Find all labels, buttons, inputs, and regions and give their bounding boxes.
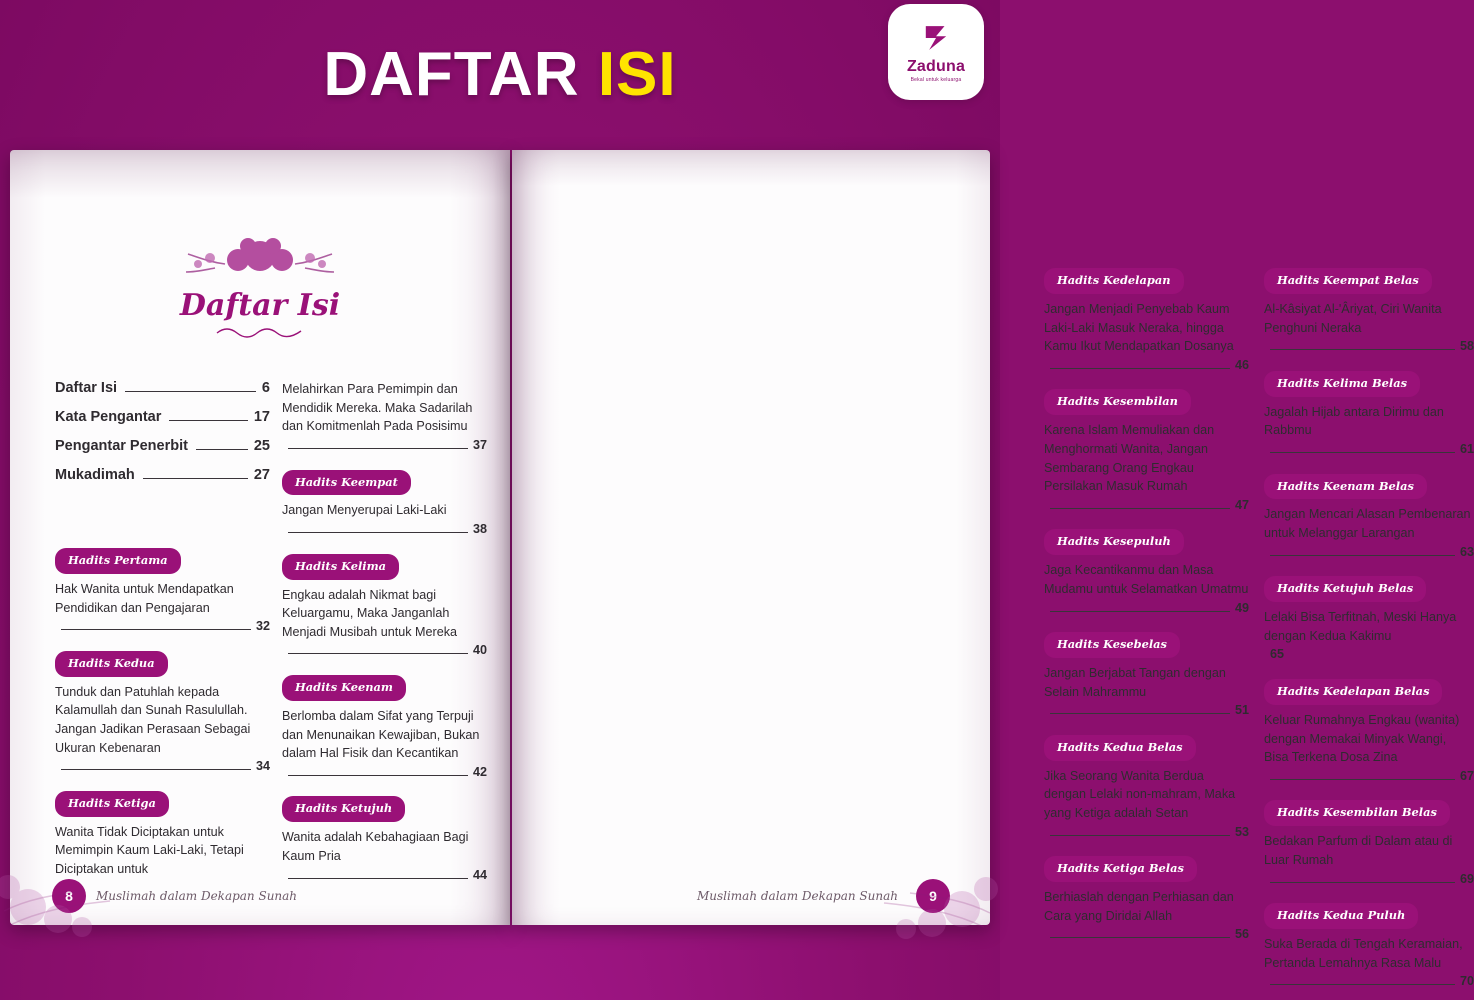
toc-item-text	[1044, 300, 1249, 375]
toc-item-page: 67	[1459, 768, 1474, 783]
toc-row[interactable]	[55, 467, 270, 483]
hadits-badge: Hadits Kesembilan Belas	[1264, 800, 1450, 826]
toc-item[interactable]	[55, 535, 270, 636]
hadits-badge: Hadits Ketujuh Belas	[1264, 576, 1426, 602]
toc-item-tail	[1264, 440, 1474, 459]
hadits-badge: Hadits Kesepuluh	[1044, 529, 1184, 555]
toc-item-title: Bedakan Parfum di Dalam atau di Luar Rumah	[1264, 834, 1453, 867]
toc-row-label: Daftar Isi	[55, 380, 118, 396]
brand-tagline: Bekal untuk keluarga	[910, 77, 962, 83]
toc-item-tail	[1264, 767, 1474, 786]
toc-item-page: 37	[472, 437, 487, 452]
toc-item-page: 32	[255, 619, 270, 634]
toc-item-page: 49	[1234, 600, 1249, 615]
toc-item-text	[1264, 935, 1474, 991]
toc-item-title: Jangan Menjadi Penyebab Kaum Laki-Laki Masuk Neraka, hingga Kamu Ikut Mendapatkan Dosanya	[1044, 301, 1234, 354]
toc-item-text	[1044, 664, 1249, 720]
hadits-badge: Hadits Pertama	[55, 548, 181, 574]
toc-item[interactable]	[1044, 516, 1249, 617]
toc-item-tail	[1044, 701, 1249, 720]
toc-item-text	[55, 580, 270, 636]
toc-item-tail	[1264, 972, 1474, 991]
hadits-badge: Hadits Kesebelas	[1044, 632, 1180, 658]
toc-item[interactable]	[1264, 563, 1474, 664]
toc-item-title: Jangan Berjabat Tangan dengan Selain Mahrammu	[1044, 666, 1226, 699]
toc-item-tail	[1044, 356, 1249, 375]
toc-item-text	[282, 501, 487, 538]
toc-item-tail	[1044, 823, 1249, 842]
toc-item[interactable]	[1044, 619, 1249, 720]
leader-dots	[169, 420, 247, 421]
leader-dots	[125, 391, 256, 392]
toc-row[interactable]	[55, 438, 270, 454]
open-book	[10, 150, 1474, 989]
toc-item-page: 44	[472, 867, 487, 882]
toc-row-page: 25	[253, 438, 270, 454]
toc-item-text	[282, 828, 487, 884]
hadits-badge: Hadits Kedua Belas	[1044, 735, 1196, 761]
toc-row[interactable]	[55, 380, 270, 396]
leader-dots	[1270, 452, 1455, 453]
toc-item-title: Jagalah Hijab antara Dirimu dan Rabbmu	[1264, 404, 1444, 438]
toc-script-title: Daftar Isi	[179, 288, 341, 323]
toc-item[interactable]	[1264, 890, 1474, 991]
toc-item[interactable]	[1044, 255, 1249, 374]
footer-right: Muslimah dalam Dekapan Sunah	[696, 889, 898, 903]
toc-item-page: 40	[472, 643, 487, 658]
toc-item-tail	[55, 617, 270, 636]
toc-item-text	[1264, 608, 1474, 664]
leader-dots	[288, 878, 468, 879]
toc-item[interactable]	[282, 457, 487, 539]
leader-dots	[1050, 508, 1230, 509]
toc-item-title: Berhiaslah dengan Perhiasan dan Cara yang Diridai Allah	[1044, 890, 1234, 923]
leader-dots	[61, 629, 251, 630]
toc-item-text	[1044, 888, 1249, 944]
hadits-badge: Hadits Kedelapan Belas	[1264, 679, 1442, 705]
leader-dots	[61, 769, 251, 770]
toc-item[interactable]	[282, 662, 487, 781]
leader-dots	[1270, 882, 1455, 883]
toc-item-title: Tunduk dan Patuhlah kepada Kalamullah dan Sunah Rasulullah. Jangan Jadikan Perasaan Sebagai Ukuran Kebenaran	[55, 684, 251, 755]
hadits-badge: Hadits Keempat	[282, 470, 411, 496]
toc-item-page: 61	[1459, 441, 1474, 456]
toc-item-page: 51	[1234, 703, 1249, 718]
book-page-left	[10, 150, 510, 925]
leader-dots	[1270, 555, 1455, 556]
toc-item-page: 63	[1459, 544, 1474, 559]
toc-item-text	[1264, 505, 1474, 561]
toc-item[interactable]	[282, 783, 487, 884]
toc-column-three	[1044, 255, 1249, 946]
leader-dots	[1270, 779, 1455, 780]
toc-item-title: Engkau adalah Nikmat bagi Keluargamu, Maka Janganlah Menjadi Musibah untuk Mereka	[282, 587, 458, 639]
leader-dots	[1270, 349, 1455, 350]
leader-dots	[1050, 713, 1230, 714]
footer-left: Muslimah dalam Dekapan Sunah	[96, 889, 298, 903]
hadits-badge: Hadits Keenam Belas	[1264, 474, 1427, 500]
toc-item-title: Lelaki Bisa Terfitnah, Meski Hanya dengan Kedua Kakimu	[1264, 610, 1457, 643]
toc-item-text	[1264, 403, 1474, 459]
toc-row-label: Pengantar Penerbit	[55, 438, 188, 454]
toc-item[interactable]	[1044, 376, 1249, 514]
toc-item-text	[55, 683, 270, 776]
toc-item[interactable]	[1264, 461, 1474, 562]
leader-dots	[288, 653, 468, 654]
toc-item[interactable]	[1264, 787, 1474, 888]
toc-item-title: Berlomba dalam Sifat yang Terpuji dan Menunaikan Kewajiban, Bukan dalam Hal Fisik dan Kecantikan	[282, 708, 480, 761]
leader-dots	[288, 532, 468, 533]
toc-item-page: 70	[1459, 974, 1474, 989]
toc-item-title: Wanita Tidak Diciptakan untuk Memimpin Kaum Laki-Laki, Tetapi Diciptakan untuk	[55, 824, 244, 876]
logo-mark-icon	[919, 21, 953, 55]
toc-row-label: Mukadimah	[55, 467, 135, 483]
toc-item-title: Wanita adalah Kebahagiaan Bagi Kaum Pria	[282, 830, 469, 863]
toc-item-tail	[1044, 599, 1249, 618]
toc-item-tail	[1264, 645, 1474, 664]
toc-item-tail	[282, 641, 487, 660]
toc-column-two	[282, 380, 487, 886]
header-banner	[0, 0, 1000, 150]
page-title-main: DAFTAR	[323, 40, 580, 109]
toc-item-page: 56	[1234, 927, 1249, 942]
toc-item-title: Jaga Kecantikanmu dan Masa Mudamu untuk Selamatkan Umatmu	[1044, 563, 1249, 596]
toc-item-title: Hak Wanita untuk Mendapatkan Pendidikan dan Pengajaran	[55, 581, 234, 615]
leader-dots	[196, 449, 248, 450]
toc-main-entries	[55, 380, 270, 496]
toc-item[interactable]	[1264, 255, 1474, 356]
hadits-badge: Hadits Ketiga Belas	[1044, 856, 1197, 882]
toc-row-page: 17	[253, 409, 270, 425]
toc-item-page: 53	[1234, 824, 1249, 839]
page-number-right: 9	[916, 879, 950, 913]
toc-row-page: 6	[261, 380, 270, 396]
leader-dots	[143, 478, 248, 479]
leader-dots	[1050, 937, 1230, 938]
toc-item[interactable]	[1264, 358, 1474, 459]
toc-item-page: 47	[1234, 497, 1249, 512]
toc-item-title: Keluar Rumahnya Engkau (wanita) dengan Memakai Minyak Wangi, Bisa Terkena Dosa Zina	[1264, 712, 1460, 765]
leader-dots	[288, 775, 468, 776]
toc-item-title: Melahirkan Para Pemimpin dan Mendidik Mereka. Maka Sadarilah dan Komitmenlah Pada Posisimu	[282, 382, 473, 434]
toc-item-text	[1044, 767, 1249, 842]
toc-item-page: 65	[1270, 647, 1285, 662]
toc-item[interactable]	[282, 541, 487, 660]
leader-dots	[1050, 835, 1230, 836]
page-number-left: 8	[52, 879, 86, 913]
hadits-badge: Hadits Kesembilan	[1044, 389, 1191, 415]
toc-item-tail	[282, 436, 487, 455]
toc-item[interactable]	[1044, 843, 1249, 944]
toc-item-page: 69	[1459, 871, 1474, 886]
hadits-badge: Hadits Kedua	[55, 651, 168, 677]
toc-item-title: Al-Kâsiyat Al-'Âriyat, Ciri Wanita Penghuni Neraka	[1264, 301, 1442, 335]
divider-squiggle-icon	[215, 325, 305, 337]
toc-item-tail	[282, 866, 487, 885]
toc-column-four	[1264, 255, 1474, 993]
toc-item-text	[1044, 421, 1249, 514]
toc-item[interactable]	[1044, 722, 1249, 841]
page-title	[323, 40, 677, 109]
leader-dots	[288, 448, 468, 449]
hadits-badge: Hadits Ketujuh	[282, 796, 405, 822]
leader-dots	[1050, 368, 1230, 369]
toc-item-title: Jika Seorang Wanita Berdua dengan Lelaki non-mahram, Maka yang Ketiga adalah Setan	[1044, 768, 1236, 820]
hadits-badge: Hadits Kedua Puluh	[1264, 903, 1418, 929]
brand-logo[interactable]	[888, 4, 984, 100]
brand-name: Zaduna	[906, 58, 966, 75]
toc-item-title: Suka Berada di Tengah Keramaian, Pertanda Lemahnya Rasa Malu	[1264, 937, 1463, 970]
toc-item[interactable]	[1264, 666, 1474, 785]
hadits-badge: Hadits Kedelapan	[1044, 268, 1184, 294]
leader-dots	[1050, 611, 1230, 612]
toc-item-title: Jangan Mencari Alasan Pembenaran untuk Melanggar Larangan	[1264, 507, 1471, 540]
leader-dots	[1270, 984, 1455, 985]
toc-item-text	[1264, 832, 1474, 888]
floral-corner-icon	[0, 815, 150, 935]
toc-item-title: Karena Islam Memuliakan dan Menghormati Wanita, Jangan Sembarang Orang Engkau Persilakan Masuk Rumah	[1044, 423, 1215, 494]
toc-item-tail	[1044, 925, 1249, 944]
toc-item-tail	[55, 757, 270, 776]
toc-item-tail	[1264, 337, 1474, 356]
toc-item-page: 46	[1234, 357, 1249, 372]
toc-item-text	[1044, 561, 1249, 617]
book-page-right	[512, 150, 1474, 989]
toc-item-text	[1264, 300, 1474, 356]
toc-item-tail	[1264, 870, 1474, 889]
floral-ornament-icon	[170, 228, 350, 286]
toc-item-tail	[1044, 496, 1249, 515]
toc-item-tail	[282, 520, 487, 539]
toc-item-text	[282, 380, 487, 455]
toc-item-page: 58	[1459, 339, 1474, 354]
toc-item-text	[1264, 711, 1474, 786]
toc-item-text	[282, 707, 487, 782]
toc-item-page: 38	[472, 522, 487, 536]
toc-item-title: Jangan Menyerupai Laki-Laki	[282, 503, 447, 518]
hadits-badge: Hadits Keenam	[282, 675, 406, 701]
page-title-accent: ISI	[597, 40, 677, 109]
toc-item-continued[interactable]	[282, 380, 487, 455]
hadits-badge: Hadits Kelima	[282, 554, 399, 580]
toc-item-page: 42	[472, 764, 487, 779]
toc-item-tail	[282, 763, 487, 782]
hadits-badge: Hadits Ketiga	[55, 791, 169, 817]
toc-row-label: Kata Pengantar	[55, 409, 162, 425]
hadits-badge: Hadits Kelima Belas	[1264, 371, 1420, 397]
floral-corner-icon	[836, 817, 996, 937]
toc-row-page: 27	[253, 467, 270, 483]
toc-row[interactable]	[55, 409, 270, 425]
toc-item[interactable]	[55, 638, 270, 776]
toc-item-tail	[1264, 543, 1474, 562]
toc-item-text	[282, 586, 487, 661]
hadits-badge: Hadits Keempat Belas	[1264, 268, 1432, 294]
toc-item-page: 34	[255, 759, 270, 774]
